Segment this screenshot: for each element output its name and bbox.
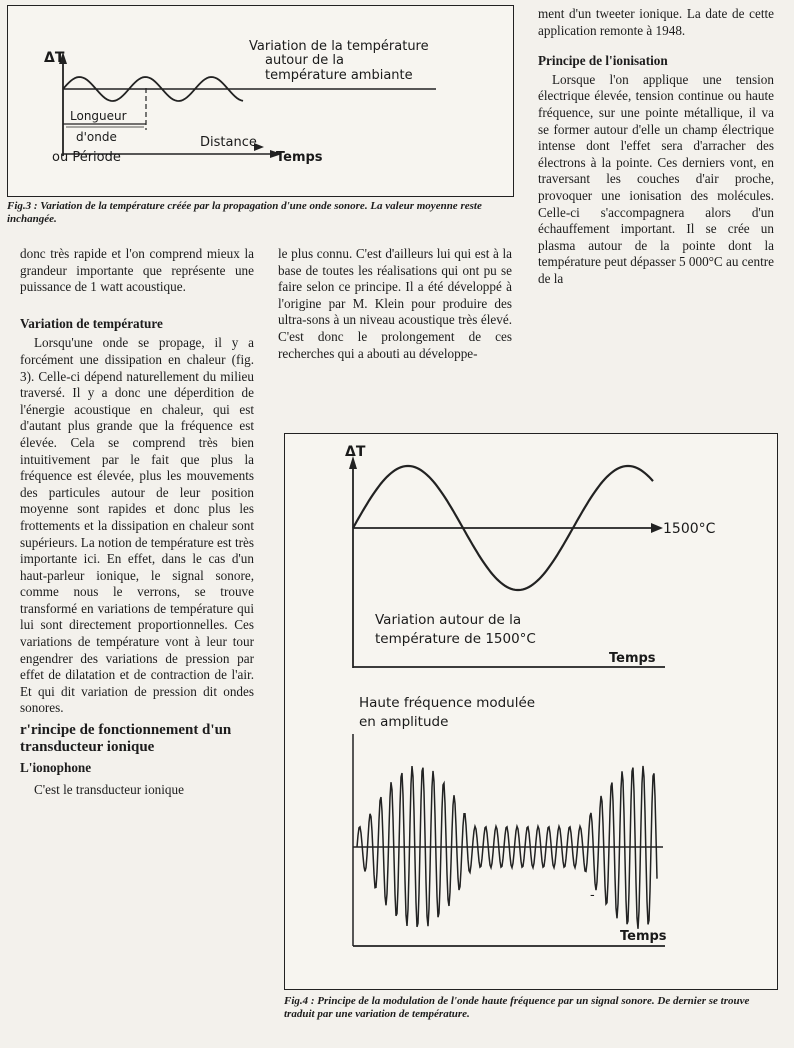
- heading-variation-temperature: Variation de température: [20, 315, 163, 331]
- col3-intro: ment d'un tweeter ionique. La date de cette application remonte à 1948.: [538, 6, 774, 38]
- column-1: [20, 246, 254, 798]
- fig4-variation-2: température de 1500°C: [375, 631, 536, 647]
- fig3-temps-label: Temps: [276, 150, 323, 165]
- fig3-title-3: température ambiante: [265, 68, 413, 83]
- col2-paragraph: le plus connu. C'est d'ailleurs lui qui est à la base de toutes les réalisations qui ont pu se faire selon ce principe. Il a été développé à l'origine par M. Klein pour produire des ultra-sons à un niveau acoustique très élevé. C'est donc le prolongement de ces recherches qui a abouti au développe-: [278, 246, 512, 361]
- fig4-1500-arrow: [651, 523, 663, 533]
- fig3-delta-t: ΔT: [44, 50, 65, 66]
- fig4-temp-label: 1500°C: [663, 521, 716, 537]
- figure-4-caption: Fig.4 : Principe de la modulation de l'onde haute fréquence par un signal sonore. De dernier se trouve traduit par une variation de température.: [284, 995, 750, 1020]
- fig4-temps-bottom: Temps: [620, 929, 667, 944]
- fig3-title-2: autour de la: [265, 53, 344, 68]
- heading-ionophone: L'ionophone: [20, 760, 92, 776]
- heading-principe-transducteur: r'rincipe de fonctionnement d'un transducteur ionique: [20, 722, 232, 756]
- fig4-variation-1: Variation autour de la: [375, 612, 522, 628]
- column-3: [538, 6, 774, 288]
- col3-paragraph: Lorsque l'on applique une tension électrique élevée, tension continue ou haute fréquence, sur une pointe métallique, il va se former autour d'elle un champ électrique intense dont l'effet sera d'arracher des électrons à la pointe. Ces derniers vont, en traversant les couches d'air proche, provoquer une ionisation des molécules. Celle-ci s'accompagnera alors d'un échauffement important. Il se crée un plasma autour de la pointe dont la température peut dépasser 5 000°C au centre de la: [538, 71, 774, 286]
- figure-3-caption: Fig.3 : Variation de la température créée par la propagation d'une onde sonore. La valeur moyenne reste inchangée.: [7, 200, 482, 225]
- fig3-length-2: d'onde: [76, 130, 117, 144]
- figure-3-sketch: [8, 6, 513, 196]
- col1-paragraph-1: Lorsqu'une onde se propage, il y a forcément une dissipation en chaleur (fig. 3). Celle-ci dépend naturellement du milieu traversé. Il y a donc une déperdition de l'énergie acoustique en chaleur, qui est d'autant plus grande que la fréquence est élevée. Cela se comprend très bien intuitivement par le fait que plus la fréquence est élevée, plus les mouvements des particules autour de leur position moyenne sont rapides et donc plus les frottements et la dissipation en chaleur sont supérieurs. La notion de température est très importante ici. En effet, dans le cas d'un haut-parleur ionique, le signal sonore, comme nous le verrons, se trouve transformé en variations de température qui lui sont directement proportionnelles. Ces variations de température vont à leur tour engendrer des variations de pression par effet de dilatation et de contraction de l'air. Et qui dit variation de pression dit ondes sonores.: [20, 335, 254, 716]
- heading-principe-ionisation: Principe de l'ionisation: [538, 53, 668, 69]
- fig4-minus: -: [590, 888, 595, 903]
- fig3-title-1: Variation de la température: [249, 39, 429, 54]
- figure-4-frame: [284, 433, 778, 990]
- column-2: [278, 246, 512, 362]
- fig3-length-1: Longueur: [70, 109, 127, 123]
- figure-3-frame: [7, 5, 514, 197]
- fig4-delta-t: ΔT: [345, 444, 366, 460]
- fig3-distance-label: Distance: [200, 135, 257, 150]
- fig3-length-3: ou Période: [52, 150, 121, 165]
- col1-intro: donc très rapide et l'on comprend mieux la grandeur importante que représente une puissance de 1 watt acoustique.: [20, 246, 254, 295]
- figure-4-sketch: [285, 434, 777, 989]
- fig4-hf-1: Haute fréquence modulée: [359, 695, 536, 711]
- fig4-hf-2: en amplitude: [359, 714, 449, 730]
- fig4-temps-top: Temps: [609, 651, 656, 666]
- col1-paragraph-2: C'est le transducteur ionique: [34, 781, 184, 797]
